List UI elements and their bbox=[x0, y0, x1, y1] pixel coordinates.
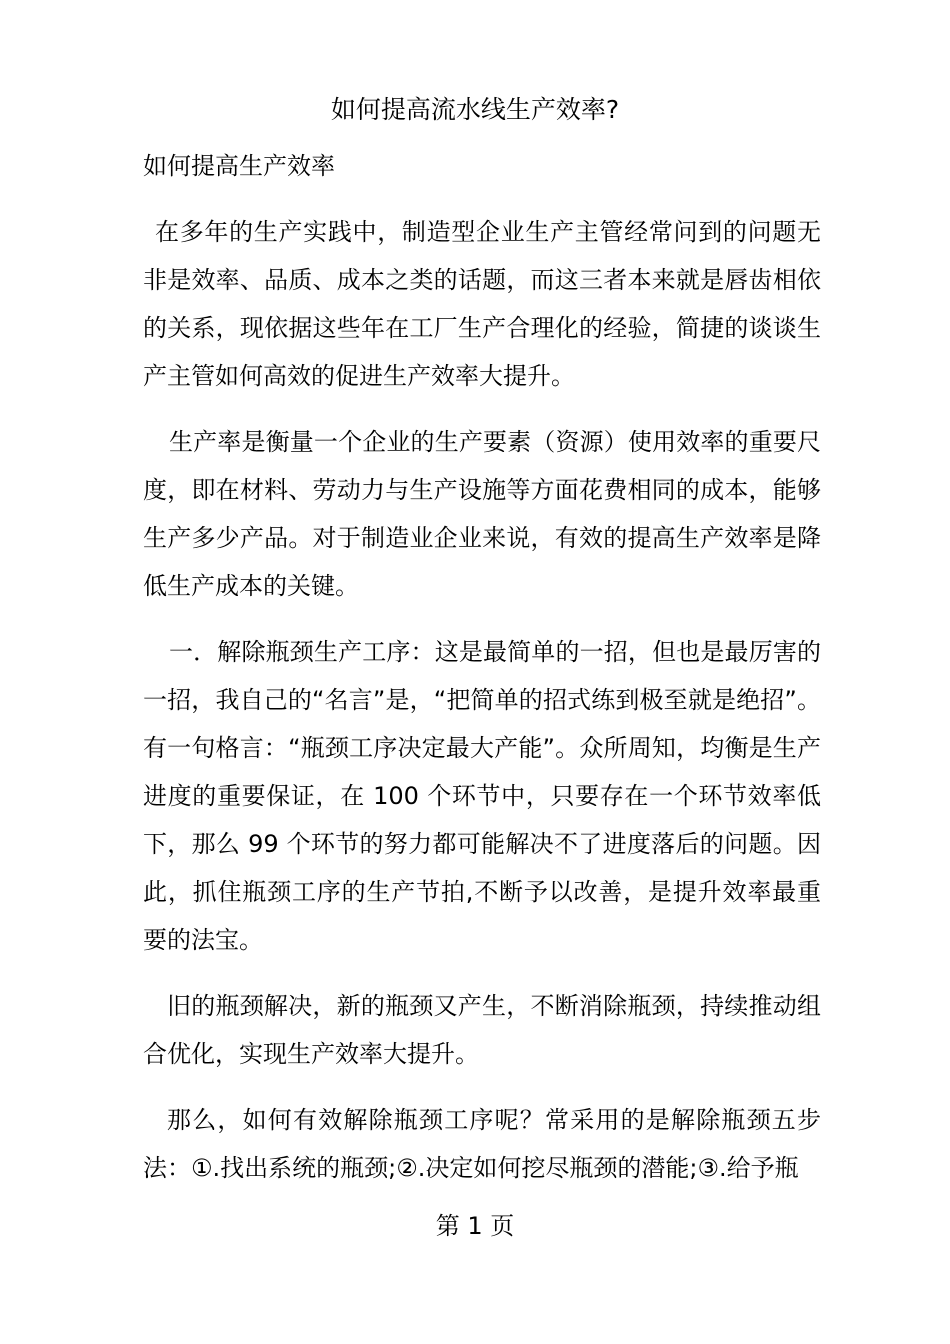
paragraph: 一．解除瓶颈生产工序：这是最简单的一招，但也是最厉害的一招，我自己的“名言”是，“把简单的招式练到极至就是绝招”。有一句格言：“瓶颈工序决定最大产能”。众所周知，均衡是生产进度的重要保证，在 100 个环节中，只要存在一个环节效率低下，那么 99 个环节的努力都可能解决不了进度落后的问题。因此，抓住瓶颈工序的生产节拍,不断予以改善，是提升效率最重要的法宝。 bbox=[143, 638, 821, 954]
document-subtitle: 如何提高生产效率 bbox=[143, 152, 335, 180]
paragraph: 生产率是衡量一个企业的生产要素（资源）使用效率的重要尺度，即在材料、劳动力与生产设施等方面花费相同的成本，能够生产多少产品。对于制造业企业来说，有效的提高生产效率是降低生产成本的关键。 bbox=[143, 428, 821, 600]
document-title: 如何提高流水线生产效率? bbox=[330, 95, 620, 124]
paragraph: 旧的瓶颈解决，新的瓶颈又产生，不断消除瓶颈，持续推动组合优化，实现生产效率大提升。 bbox=[143, 992, 821, 1068]
paragraph: 在多年的生产实践中，制造型企业生产主管经常问到的问题无非是效率、品质、成本之类的话题，而这三者本来就是唇齿相依的关系，现依据这些年在工厂生产合理化的经验，简捷的谈谈生产主管如何高效的促进生产效率大提升。 bbox=[143, 218, 821, 390]
document-body bbox=[143, 208, 821, 1210]
paragraph: 那么，如何有效解除瓶颈工序呢？常采用的是解除瓶颈五步法：①.找出系统的瓶颈;②.决定如何挖尽瓶颈的潜能;③.给予瓶 bbox=[143, 1106, 821, 1182]
page-number: 第 1 页 bbox=[435, 1212, 515, 1240]
